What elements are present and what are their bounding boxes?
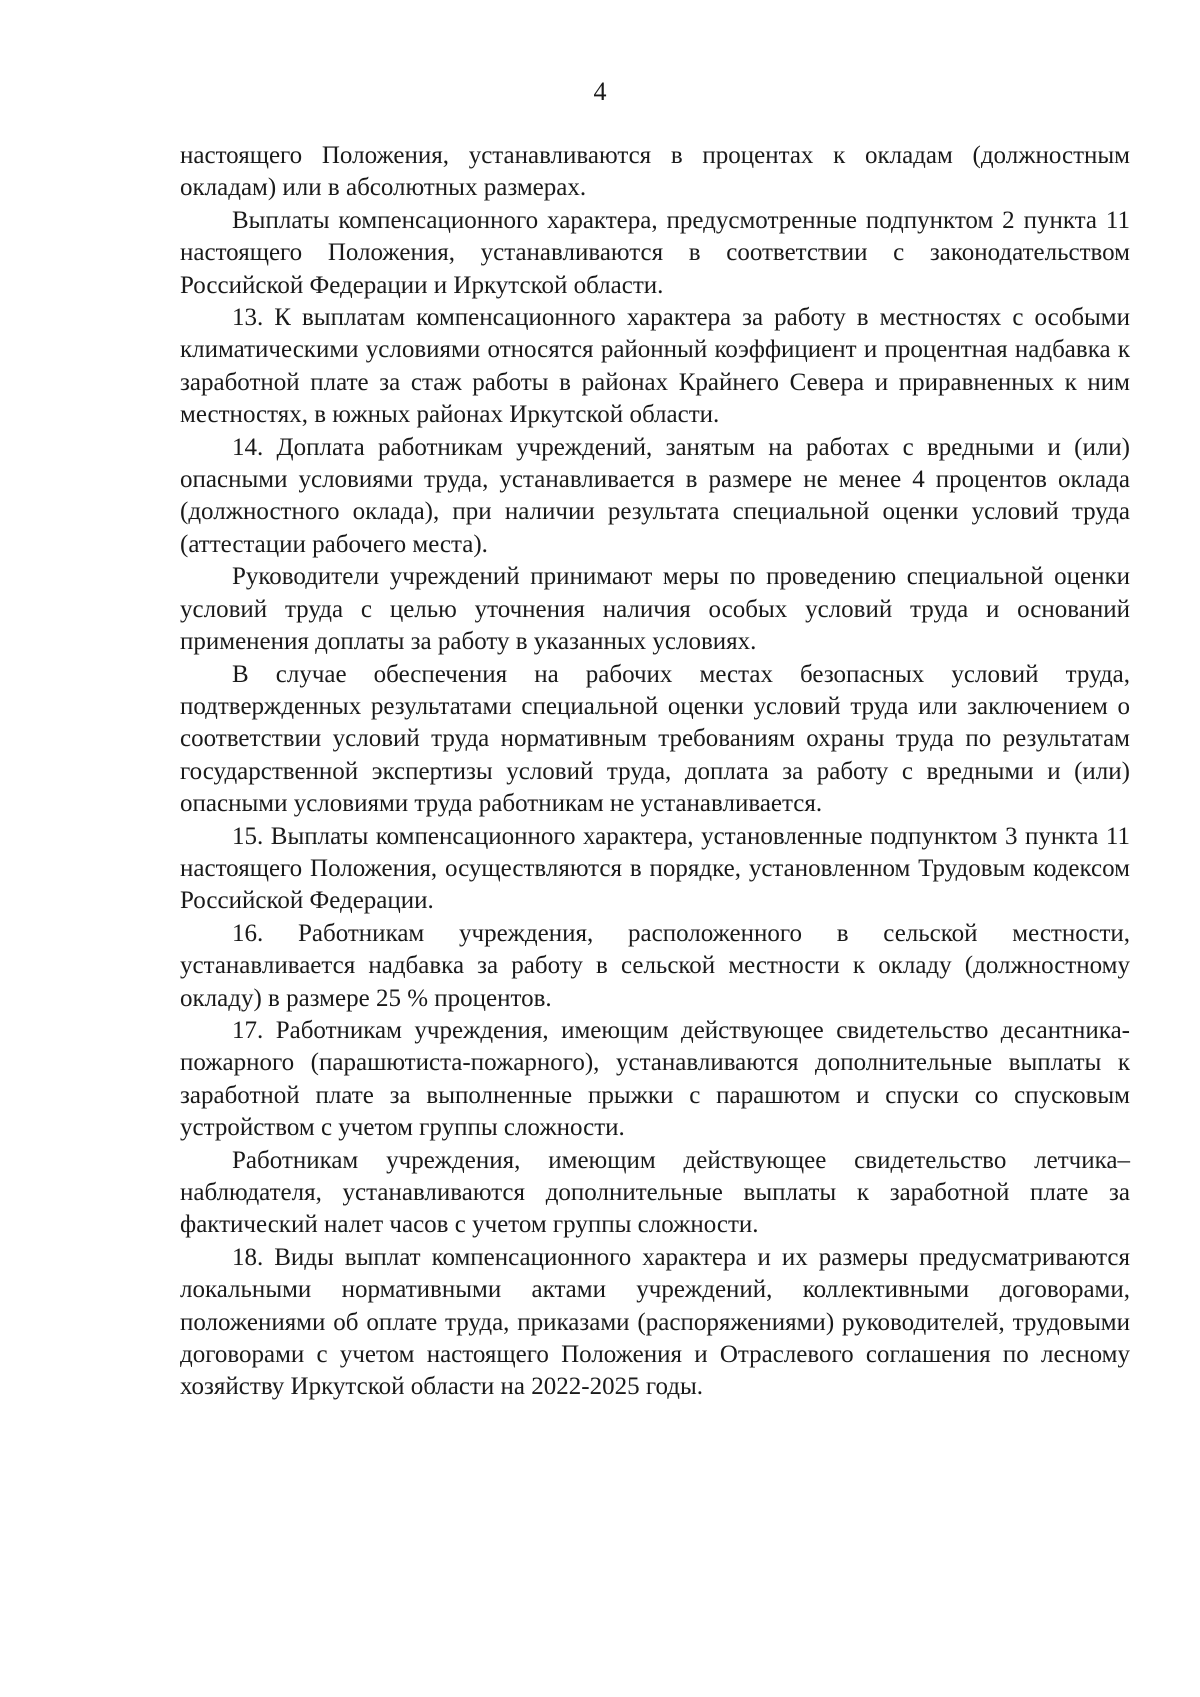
paragraph-17: 17. Работникам учреждения, имеющим действующее свидетельство десантника-пожарного (парашютиста-пожарного), устанавливаются дополнительные выплаты к заработной плате за выполненные прыжки с парашютом и спуски со спусковым устройством с учетом группы сложности. (180, 1016, 1130, 1142)
paragraph-14-heads: Руководители учреждений принимают меры по проведению специальной оценки условий труда с целью уточнения наличия особых условий труда и оснований применения доплаты за работу в указанных условиях. (180, 563, 1130, 656)
paragraph-15: 15. Выплаты компенсационного характера, установленные подпунктом 3 пункта 11 настоящего Положения, осуществляются в порядке, установленном Трудовым кодексом Российской Федерации. (180, 822, 1130, 915)
page-number: 4 (593, 77, 607, 106)
paragraph-compensation-payments: Выплаты компенсационного характера, предусмотренные подпунктом 2 пункта 11 настоящего Положения, устанавливаются в соответствии с законодательством Российской Федерации и Иркутской области. (180, 206, 1130, 299)
paragraph-14-safe-conditions: В случае обеспечения на рабочих местах безопасных условий труда, подтвержденных результатами специальной оценки условий труда или заключением о соответствии условий труда нормативным требованиям охраны труда по результатам государственной экспертизы условий труда, доплата за работу с вредными и (или) опасными условиями труда работникам не устанавливается. (180, 660, 1130, 818)
paragraph-18: 18. Виды выплат компенсационного характера и их размеры предусматриваются локальными нормативными актами учреждений, коллективными договорами, положениями об оплате труда, приказами (распоряжениями) руководителей, трудовыми договорами с учетом настоящего Положения и Отраслевого соглашения по лесному хозяйству Иркутской области на 2022-2025 годы. (180, 1243, 1130, 1401)
document-body (180, 140, 1130, 1404)
paragraph-13: 13. К выплатам компенсационного характера за работу в местностях с особыми климатическими условиями относятся районный коэффициент и процентная надбавка к заработной плате за стаж работы в районах Крайнего Севера и приравненных к ним местностях, в южных районах Иркутской области. (180, 304, 1130, 429)
paragraph-16: 16. Работникам учреждения, расположенного в сельской местности, устанавливается надбавка за работу в сельской местности к окладу (должностному окладу) в размере 25 % процентов. (180, 919, 1130, 1012)
paragraph-14: 14. Доплата работникам учреждений, занятым на работах с вредными и (или) опасными условиями труда, устанавливается в размере не менее 4 процентов оклада (должностного оклада), при наличии результата специальной оценки условий труда (аттестации рабочего места). (180, 433, 1130, 558)
paragraph-continuation: настоящего Положения, устанавливаются в процентах к окладам (должностным окладам) или в абсолютных размерах. (180, 142, 1130, 202)
paragraph-17-pilots: Работникам учреждения, имеющим действующее свидетельство летчика–наблюдателя, устанавливаются дополнительные выплаты к заработной плате за фактический налет часов с учетом группы сложности. (180, 1146, 1130, 1239)
